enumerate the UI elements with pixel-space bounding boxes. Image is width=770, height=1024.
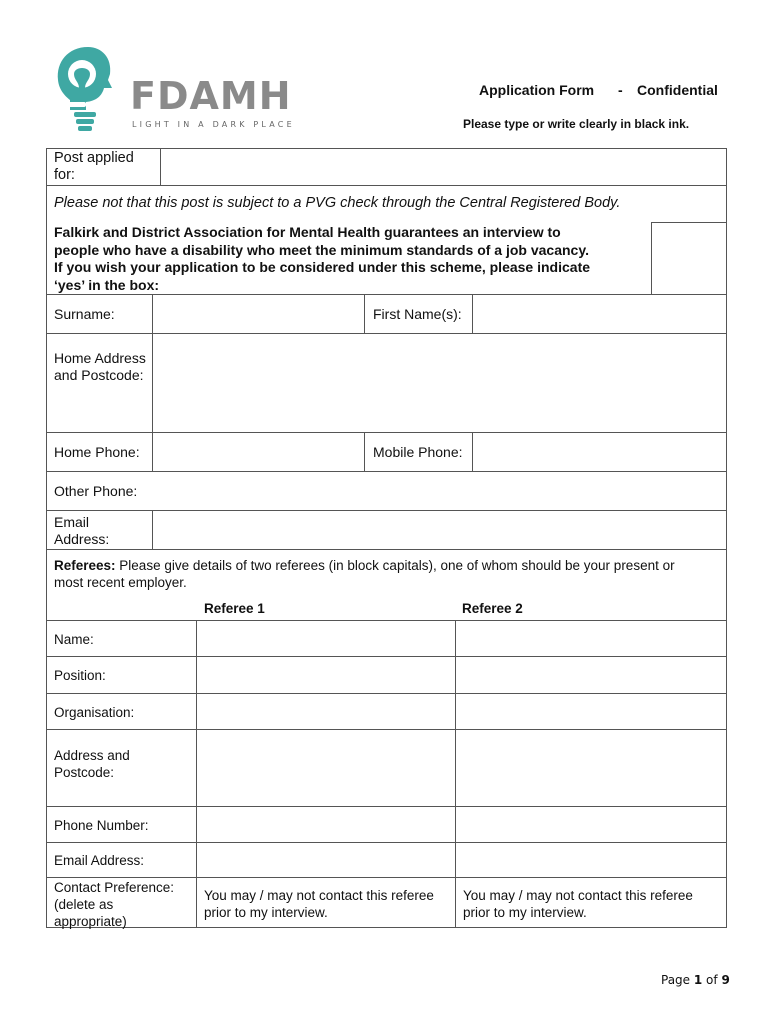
ref1-address-input[interactable]: [197, 730, 454, 806]
other-phone-input[interactable]: [46, 472, 726, 510]
referee-2-heading: Referee 2: [462, 601, 523, 616]
guarantee-text: Falkirk and District Association for Mental Health guarantees an interview to people who have a disability who meet the minimum standards of a job vacancy. If you wish your application to be considered under this scheme, please indicate ‘yes’ in the box:: [54, 224, 591, 293]
home-phone-input[interactable]: [153, 433, 363, 471]
ref1-contact-preference[interactable]: You may / may not contact this referee prior to my interview.: [204, 888, 434, 920]
surname-input[interactable]: [153, 295, 363, 333]
ref-contact-label: Contact Preference: (delete as appropriate): [54, 880, 175, 929]
ref-email-label: Email Address:: [54, 853, 145, 868]
page-number: Page 1 of 9: [661, 973, 730, 987]
ref-organisation-label: Organisation:: [54, 705, 135, 720]
email-label: Email Address:: [54, 514, 110, 547]
first-names-label: First Name(s):: [373, 306, 462, 322]
pvg-notice: Please not that this post is subject to a PVG check through the Central Registered Body.: [54, 195, 621, 211]
first-names-input[interactable]: [473, 295, 726, 333]
disability-yes-box[interactable]: [651, 222, 727, 295]
post-applied-label: Post applied for:: [54, 150, 134, 183]
logo-name: FDAMH: [130, 74, 292, 118]
surname-label: Surname:: [54, 306, 115, 322]
logo-tagline: LIGHT IN A DARK PLACE: [132, 120, 295, 129]
email-input[interactable]: [153, 511, 726, 549]
ref2-phone-input[interactable]: [456, 807, 726, 842]
logo: [52, 44, 295, 136]
ref-position-label: Position:: [54, 668, 106, 683]
referee-1-heading: Referee 1: [204, 601, 265, 616]
ref2-address-input[interactable]: [456, 730, 726, 806]
home-phone-label: Home Phone:: [54, 444, 140, 460]
other-phone-label: Other Phone:: [54, 483, 138, 499]
ref2-name-input[interactable]: [456, 621, 726, 656]
ink-instruction: Please type or write clearly in black ink.: [463, 117, 690, 131]
ref1-position-input[interactable]: [197, 657, 454, 693]
mobile-phone-input[interactable]: [473, 433, 726, 471]
ref1-name-input[interactable]: [197, 621, 454, 656]
home-address-input[interactable]: [153, 334, 726, 432]
referees-intro: Referees: Please give details of two referees (in block capitals), one of whom should be your present or most recent employer.: [54, 558, 675, 590]
home-address-label: Home Address and Postcode:: [54, 350, 146, 383]
mobile-phone-label: Mobile Phone:: [373, 444, 463, 460]
ref2-email-input[interactable]: [456, 843, 726, 877]
form-title: Application Form: [479, 82, 595, 98]
title-dash: -: [618, 82, 623, 98]
ref1-organisation-input[interactable]: [197, 694, 454, 729]
ref2-contact-preference[interactable]: You may / may not contact this referee prior to my interview.: [463, 888, 693, 920]
ref-name-label: Name:: [54, 632, 94, 647]
ref-phone-label: Phone Number:: [54, 818, 149, 833]
ref1-phone-input[interactable]: [197, 807, 454, 842]
ref1-email-input[interactable]: [197, 843, 454, 877]
post-applied-input[interactable]: [161, 149, 726, 184]
confidential-label: Confidential: [637, 82, 718, 98]
ref-address-label: Address and Postcode:: [54, 748, 130, 780]
logo-head-icon: [52, 44, 122, 136]
ref2-organisation-input[interactable]: [456, 694, 726, 729]
ref2-position-input[interactable]: [456, 657, 726, 693]
